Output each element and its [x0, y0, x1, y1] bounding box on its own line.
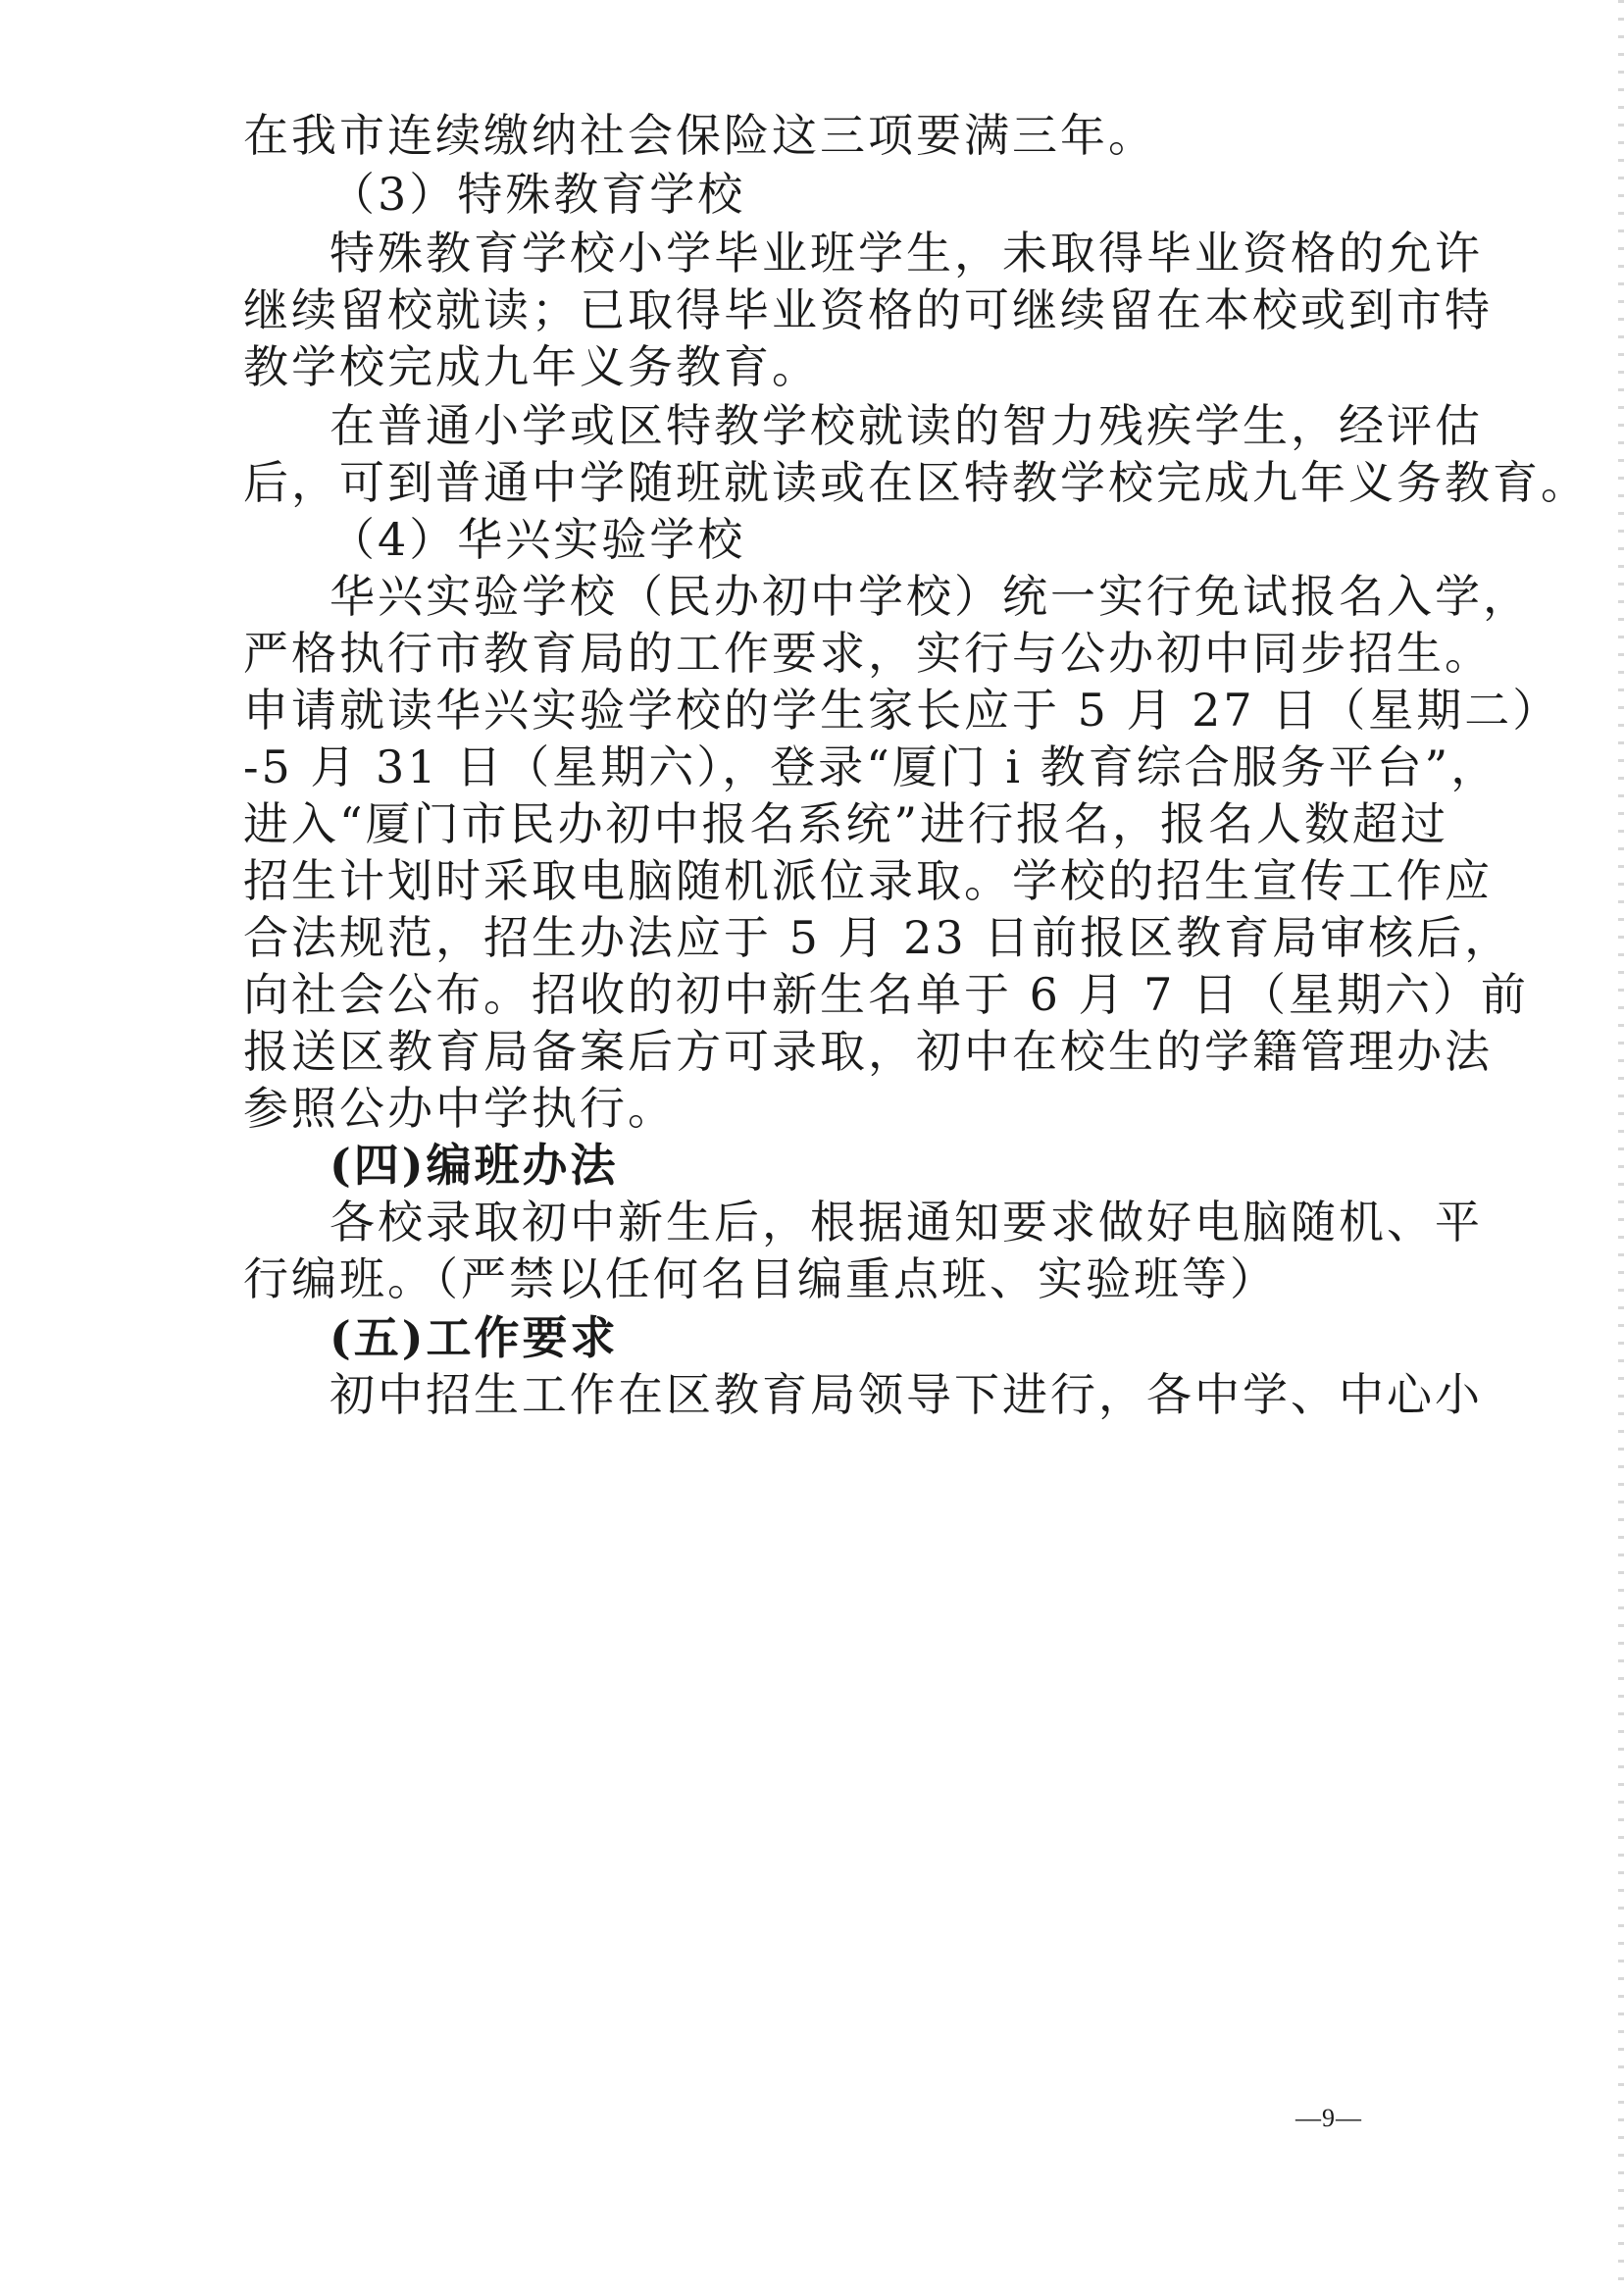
paragraph-line: 在我市连续缴纳社会保险这三项要满三年。 [243, 109, 1156, 162]
scan-edge-mark [1618, 0, 1624, 2293]
paragraph-line: 在普通小学或区特教学校就读的智力残疾学生，经评估 [330, 399, 1483, 452]
paragraph-line: 报送区教育局备案后方可录取，初中在校生的学籍管理办法 [243, 1025, 1493, 1078]
section-heading-class-assignment: (四)编班办法 [330, 1139, 619, 1192]
paragraph-line: 教学校完成九年义务教育。 [243, 340, 820, 393]
paragraph-line: 参照公办中学执行。 [243, 1082, 676, 1135]
paragraph-line: 行编班。（严禁以任何名目编重点班、实验班等） [243, 1252, 1278, 1305]
paragraph-line: 各校录取初中新生后，根据通知要求做好电脑随机、平 [330, 1196, 1483, 1248]
page-number: —9— [1295, 2104, 1362, 2132]
subheading-huaxing-school: （4）华兴实验学校 [330, 513, 746, 566]
paragraph-line: 华兴实验学校（民办初中学校）统一实行免试报名入学， [330, 570, 1531, 623]
paragraph-line: 后，可到普通中学随班就读或在区特教学校完成九年义务教育。 [243, 456, 1589, 509]
paragraph-line: -5 月 31 日（星期六），登录“厦门 i 教育综合服务平台”， [243, 740, 1499, 793]
paragraph-line: 继续留校就读；已取得毕业资格的可继续留在本校或到市特 [243, 283, 1493, 336]
paragraph-line: 招生计划时采取电脑随机派位录取。学校的招生宣传工作应 [243, 854, 1493, 907]
paragraph-line: 进入“厦门市民办初中报名系统”进行报名，报名人数超过 [243, 797, 1449, 850]
paragraph-line: 申请就读华兴实验学校的学生家长应于 5 月 27 日（星期二） [243, 684, 1561, 737]
paragraph-line: 向社会公布。招收的初中新生名单于 6 月 7 日（星期六）前 [243, 968, 1530, 1021]
paragraph-line: 严格执行市教育局的工作要求，实行与公办初中同步招生。 [243, 627, 1493, 680]
paragraph-line: 合法规范，招生办法应于 5 月 23 日前报区教育局审核后， [243, 911, 1513, 964]
paragraph-line: 初中招生工作在区教育局领导下进行，各中学、中心小 [330, 1368, 1483, 1421]
subheading-special-education: （3）特殊教育学校 [330, 168, 746, 221]
paragraph-line: 特殊教育学校小学毕业班学生，未取得毕业资格的允许 [330, 227, 1483, 280]
section-heading-work-requirements: (五)工作要求 [330, 1311, 619, 1364]
